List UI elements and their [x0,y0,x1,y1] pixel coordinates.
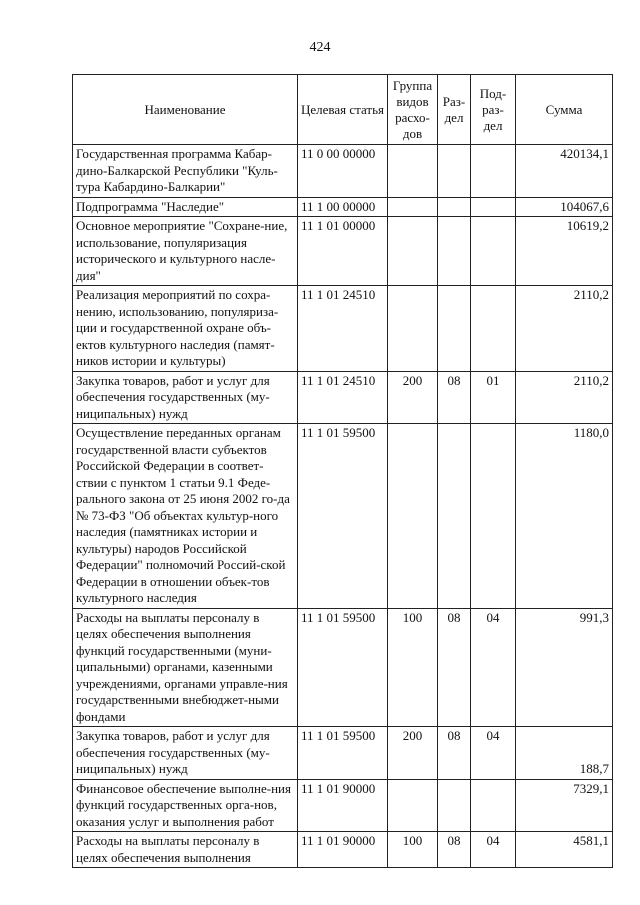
row-section: 08 [438,832,471,868]
row-sum: 991,3 [516,608,613,727]
table-row [73,832,613,868]
row-name: Закупка товаров, работ и услуг для обеспечения государственных (му-ниципальных) нужд [73,727,298,780]
row-name: Закупка товаров, работ и услуг для обеспечения государственных (му-ниципальных) нужд [73,371,298,424]
row-sum: 10619,2 [516,217,613,286]
row-name: Государственная программа Кабар-дино-Балкарской Республики "Куль-тура Кабардино-Балкарии" [73,145,298,198]
table-row [73,424,613,609]
row-target: 11 1 01 24510 [298,286,388,372]
row-target: 11 1 01 00000 [298,217,388,286]
header-sum: Сумма [516,75,613,145]
row-name: Реализация мероприятий по сохра-нению, использованию, популяриза-ции и государственной охране объ-ектов культурного наследия (памят-ников истории и культуры) [73,286,298,372]
row-group [388,197,438,217]
row-section: 08 [438,727,471,780]
row-target: 11 1 01 90000 [298,779,388,832]
row-section [438,145,471,198]
row-name: Осуществление переданных органам государственной власти субъектов Российской Федерации в соответ-ствии с пунктом 1 статьи 9.1 Феде-рального закона от 25 июня 2002 го-да № 73-ФЗ "Об объектах культур-ного наследия (памятниках истории и культуры) народов Российской Федерации" полномочий Россий-ской Федерации в отношении объек-тов культурного наследия [73,424,298,609]
row-group [388,779,438,832]
row-sum: 2110,2 [516,286,613,372]
row-sum: 188,7 [516,727,613,780]
row-target: 11 1 01 59500 [298,727,388,780]
header-subsection: Под-раз-дел [471,75,516,145]
row-group [388,286,438,372]
row-target: 11 1 01 59500 [298,608,388,727]
row-sum: 420134,1 [516,145,613,198]
row-subsection: 04 [471,608,516,727]
table-row [73,217,613,286]
row-group: 200 [388,371,438,424]
row-name: Подпрограмма "Наследие" [73,197,298,217]
row-sum: 2110,2 [516,371,613,424]
table-row [73,197,613,217]
table-row [73,608,613,727]
row-section [438,779,471,832]
row-name: Финансовое обеспечение выполне-ния функций государственных орга-нов, оказания услуг и выполнения работ [73,779,298,832]
header-target: Целевая статья [298,75,388,145]
row-subsection [471,424,516,609]
row-subsection [471,145,516,198]
row-section [438,286,471,372]
row-subsection [471,197,516,217]
row-name: Основное мероприятие "Сохране-ние, использование, популяризация исторического и культурного насле-дия" [73,217,298,286]
row-subsection [471,779,516,832]
row-subsection: 01 [471,371,516,424]
row-group: 100 [388,608,438,727]
row-target: 11 1 00 00000 [298,197,388,217]
header-section: Раз-дел [438,75,471,145]
row-group: 200 [388,727,438,780]
budget-table [72,74,613,868]
row-sum: 1180,0 [516,424,613,609]
table-row [73,727,613,780]
row-subsection [471,217,516,286]
row-group [388,145,438,198]
row-sum: 104067,6 [516,197,613,217]
row-section [438,217,471,286]
row-group [388,217,438,286]
row-sum: 4581,1 [516,832,613,868]
row-subsection: 04 [471,832,516,868]
row-sum: 7329,1 [516,779,613,832]
table-row [73,371,613,424]
row-section [438,424,471,609]
row-name: Расходы на выплаты персоналу в целях обеспечения выполнения функций государственными (муни-ципальными) органами, казенными учреждениями, органами управле-ния государственными внебюджет-ными фондами [73,608,298,727]
header-name: Наименование [73,75,298,145]
table-row [73,286,613,372]
header-group: Группа видов расхо-дов [388,75,438,145]
row-section: 08 [438,608,471,727]
row-subsection: 04 [471,727,516,780]
table-row [73,779,613,832]
row-target: 11 1 01 24510 [298,371,388,424]
row-subsection [471,286,516,372]
row-group [388,424,438,609]
row-target: 11 1 01 90000 [298,832,388,868]
row-section [438,197,471,217]
row-name: Расходы на выплаты персоналу в целях обеспечения выполнения [73,832,298,868]
table-row [73,145,613,198]
page-number: 424 [309,40,331,55]
row-section: 08 [438,371,471,424]
row-group: 100 [388,832,438,868]
row-target: 11 0 00 00000 [298,145,388,198]
row-target: 11 1 01 59500 [298,424,388,609]
